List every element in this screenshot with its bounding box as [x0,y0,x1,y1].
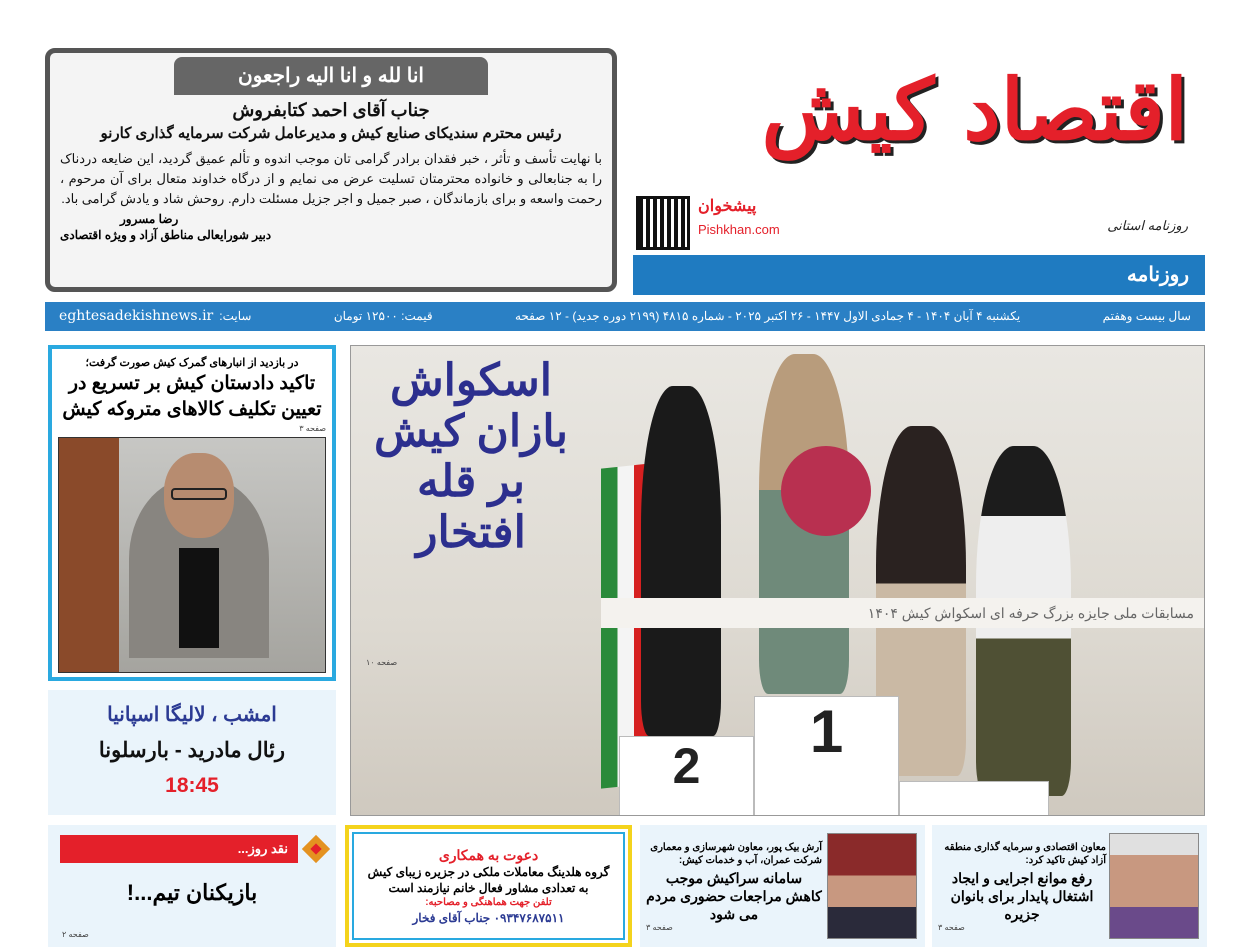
masthead-subtitle: روزنامه استانی [1107,218,1188,233]
headline-line: بازان کیش [374,406,568,456]
headline-line: افتخار [416,507,526,557]
story-headline[interactable]: رفع موانع اجرایی و ایجاد اشتغال پایدار برای بانوان جزیره [950,869,1094,922]
page-ref: صفحه ۳ [938,922,965,932]
masthead [630,40,1208,255]
obituary-body: با نهایت تأسف و تأثر ، خبر فقدان برادر گرامی تان موجب اندوه و تألم عمیق گردید، این ضایعه دردناک را به جنابعالی و خانواده محترمتان تسلیت عرض می نمایم و از درگاه خداوند متعال برای آن مرحوم ، رحمت واسعه و برای بازماندگان ، صبر جمیل و اجر جزیل مسئلت دارم. روحش شاد و یادش گرامی باد. [60,151,602,206]
left-story[interactable] [48,345,336,681]
story-text [646,830,822,943]
podium-first: 1 [754,696,899,816]
headline-line: اسکواش [389,356,553,405]
ad-title: دعوت به همکاری [438,847,539,863]
sports-box [48,690,336,815]
story-photo [1109,833,1199,939]
ad-contact: ۰۹۳۴۷۶۸۷۵۱۱ جناب آقای فخار [412,911,565,925]
ad-contact-label: تلفن جهت هماهنگی و مصاحبه: [425,897,552,908]
story-kicker: معاون اقتصادی و سرمایه گذاری منطقه آزاد کیش تاکید کرد: [944,841,1106,866]
main-story-photo[interactable] [350,345,1205,816]
page-ref: صفحه ۱۰ [366,658,398,667]
podium-second: 2 [619,736,754,816]
critique-box [48,825,336,947]
diamond-icon [302,835,330,863]
headline-line: بر قله [417,457,525,507]
story-headline[interactable]: تاکید دادستان کیش بر تسریع در تعیین تکلیف کالاهای متروکه کیش [62,373,322,420]
news-story[interactable] [932,825,1207,947]
issue-date: یکشنبه ۴ آبان ۱۴۰۴ - ۴ جمادی الاول ۱۴۴۷ - ۲۶ اکتبر ۲۰۲۵ - شماره ۴۸۱۵ (۲۱۹۹ دوره جدید) - ۱۲ صفحه [515,309,1021,323]
job-ad [345,825,632,947]
site-link[interactable]: eghtesadekishnews.ir [59,308,214,324]
ad-body: گروه هلدینگ معاملات ملکی در جزیره زیبای کیش به تعدادی مشاور فعال خانم نیازمند است [367,865,610,895]
obituary-notice [45,48,617,292]
qr-code-icon[interactable] [636,196,690,250]
sports-time: 18:45 [165,774,219,797]
obituary-signer-title: دبیر شورایعالی مناطق آزاد و ویژه اقتصادی [60,228,272,242]
athlete [641,386,721,736]
story-photo [58,437,326,673]
obituary-signer: رضا مسرور [120,212,179,226]
podium-third [899,781,1049,816]
page-ref: صفحه ۳ [646,922,673,932]
obituary-name: جناب آقای احمد کتابفروش [232,100,430,120]
volume-year: سال بیست وهفتم [1102,309,1191,323]
watermark-url: Pishkhan.com [698,222,780,237]
page-ref: صفحه ۲ [62,930,89,939]
story-photo [827,833,917,939]
masthead-bar: روزنامه [633,255,1205,295]
story-text [938,830,1106,943]
story-kicker: در بازدید از انبارهای گمرک کیش صورت گرفت؛ [85,357,299,369]
sports-match: رئال مادرید - بارسلونا [98,739,286,762]
obituary-signature [60,211,602,243]
site-label: سایت: [219,309,252,323]
obituary-role: رئیس محترم سندیکای صنایع کیش و مدیرعامل شرکت سرمایه گذاری کارنو [100,125,562,142]
news-story[interactable] [640,825,925,947]
event-banner: مسابقات ملی جایزه بزرگ حرفه ای اسکواش کیش ۱۴۰۴ [601,598,1204,628]
flower-bouquet [781,446,871,536]
story-headline[interactable]: سامانه سراکیش موجب کاهش مراجعات حضوری مردم می شود [646,869,822,922]
watermark: پیشخوان [698,198,757,215]
site [59,302,251,331]
critique-label: نقد روز... [60,835,298,863]
sports-league: امشب ، لالیگا اسپانیا [107,704,277,726]
info-bar [45,302,1205,331]
page-ref: صفحه ۳ [299,424,326,433]
critique-title[interactable]: بازیکنان تیم...! [126,880,258,905]
newspaper-logo: اقتصاد کیش [761,60,1188,159]
story-kicker: آرش بیک پور، معاون شهرسازی و معماری شرکت عمران، آب و خدمات کیش: [650,841,822,866]
price: قیمت: ۱۲۵۰۰ تومان [333,309,433,323]
obituary-title: انا لله و انا الیه راجعون [174,57,488,95]
main-headline[interactable] [351,356,591,558]
